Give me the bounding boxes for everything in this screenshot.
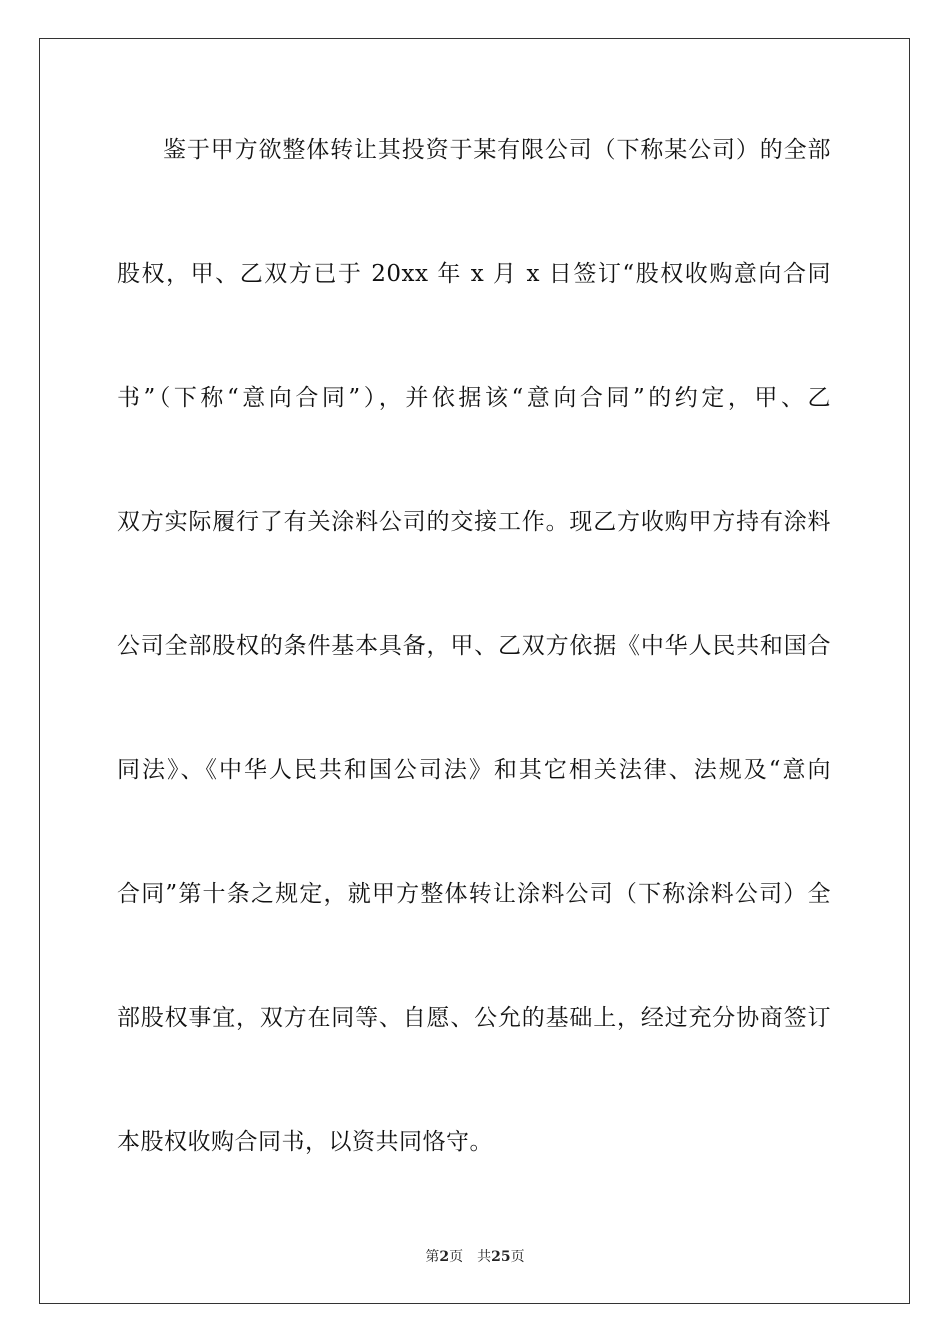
paragraph-line: 本股权收购合同书，以资共同恪守。 <box>117 1129 493 1155</box>
total-pages: 25 <box>491 1249 511 1265</box>
page-number: 2 <box>439 1249 450 1265</box>
page-prefix: 第 <box>425 1249 440 1265</box>
paragraph-line: 鉴于甲方欲整体转让其投资于某有限公司（下称某公司）的全部 <box>163 137 831 163</box>
page-border <box>39 38 910 1304</box>
total-prefix: 共 <box>477 1249 492 1265</box>
paragraph-line: 书”（下称“意向合同”），并依据该“意向合同”的约定，甲、乙 <box>117 385 831 411</box>
paragraph-line: 同法》、《中华人民共和国公司法》和其它相关法律、法规及“意向 <box>117 757 831 783</box>
paragraph-line: 合同”第十条之规定，就甲方整体转让涂料公司（下称涂料公司）全 <box>117 881 831 907</box>
paragraph-line: 公司全部股权的条件基本具备，甲、乙双方依据《中华人民共和国合 <box>117 633 831 659</box>
page-footer <box>0 1248 950 1266</box>
paragraph-line: 双方实际履行了有关涂料公司的交接工作。现乙方收购甲方持有涂料 <box>117 509 831 535</box>
total-suffix: 页 <box>510 1249 525 1265</box>
paragraph-line: 股权，甲、乙双方已于 20xx 年 x 月 x 日签订“股权收购意向合同 <box>117 261 831 287</box>
page-suffix: 页 <box>449 1249 464 1265</box>
paragraph-line: 部股权事宜，双方在同等、自愿、公允的基础上，经过充分协商签订 <box>117 1005 831 1031</box>
